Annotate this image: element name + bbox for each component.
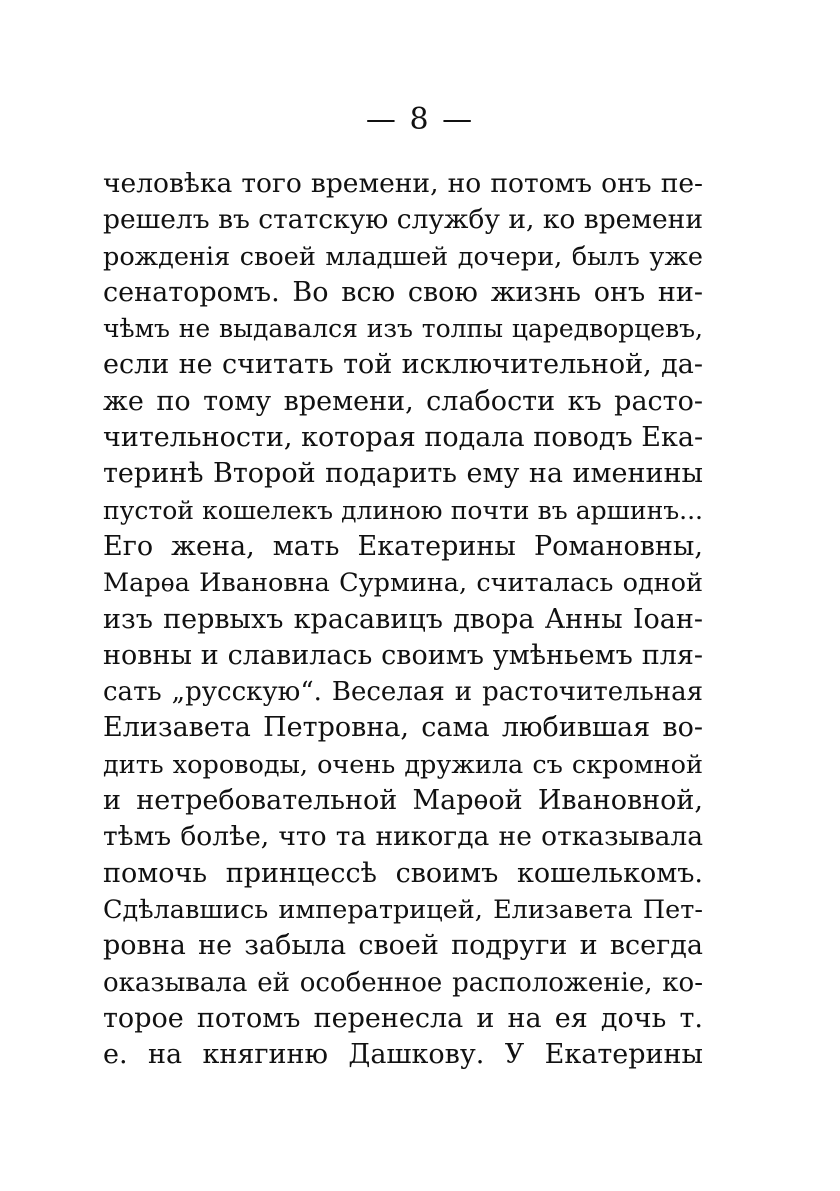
text-line: новны и славилась своимъ умѣньемъ пля- xyxy=(103,639,703,671)
text-line: Сдѣлавшись императрицей, Елизавета Пет- xyxy=(103,894,703,925)
text-line: дить хороводы, очень дружила съ скромной xyxy=(103,749,703,780)
text-line: тѣмъ болѣе, что та никогда не отказывала xyxy=(103,821,703,853)
body-text xyxy=(103,166,703,1073)
text-line: Его жена, мать Екатерины Романовны, xyxy=(103,530,703,562)
text-line: торое потомъ перенесла и на ея дочь т. xyxy=(103,1002,703,1034)
text-line: решелъ въ статскую службу и, ко времени xyxy=(103,204,703,236)
text-line: рожденія своей младшей дочери, былъ уже xyxy=(103,241,703,272)
text-line: изъ первыхъ красавицъ двора Анны Іоан- xyxy=(103,603,703,635)
page-number: — 8 — xyxy=(365,102,475,137)
text-line: помочь принцессѣ своимъ кошелькомъ. xyxy=(103,857,703,889)
text-line: ровна не забыла своей подруги и всегда xyxy=(103,930,703,962)
text-line: Марѳа Ивановна Сурмина, считалась одной xyxy=(103,568,703,599)
text-line: же по тому времени, слабости къ расто- xyxy=(103,385,703,417)
text-line: пустой кошелекъ длиною почти въ аршинъ... xyxy=(103,495,703,525)
text-line: сенаторомъ. Во всю свою жизнь онъ ни- xyxy=(103,276,703,308)
text-line: чѣмъ не выдавался изъ толпы царедворцевъ, xyxy=(103,314,703,344)
text-line: чительности, которая подала поводъ Ека- xyxy=(103,422,704,454)
text-line: теринѣ Второй подарить ему на именины xyxy=(103,458,703,490)
text-line: Елизавета Петровна, сама любившая во- xyxy=(103,712,703,744)
text-line: и нетребовательной Марѳой Ивановной, xyxy=(103,785,703,817)
text-line: е. на княгиню Дашкову. У Екатерины xyxy=(103,1039,703,1071)
text-line: человѣка того времени, но потомъ онъ пе- xyxy=(103,168,703,199)
text-line: оказывала ей особенное расположеніе, ко- xyxy=(103,967,703,998)
text-line: сать „русскую“. Веселая и расточительная xyxy=(103,677,703,708)
text-line: если не считать той исключительной, да- xyxy=(103,349,703,381)
